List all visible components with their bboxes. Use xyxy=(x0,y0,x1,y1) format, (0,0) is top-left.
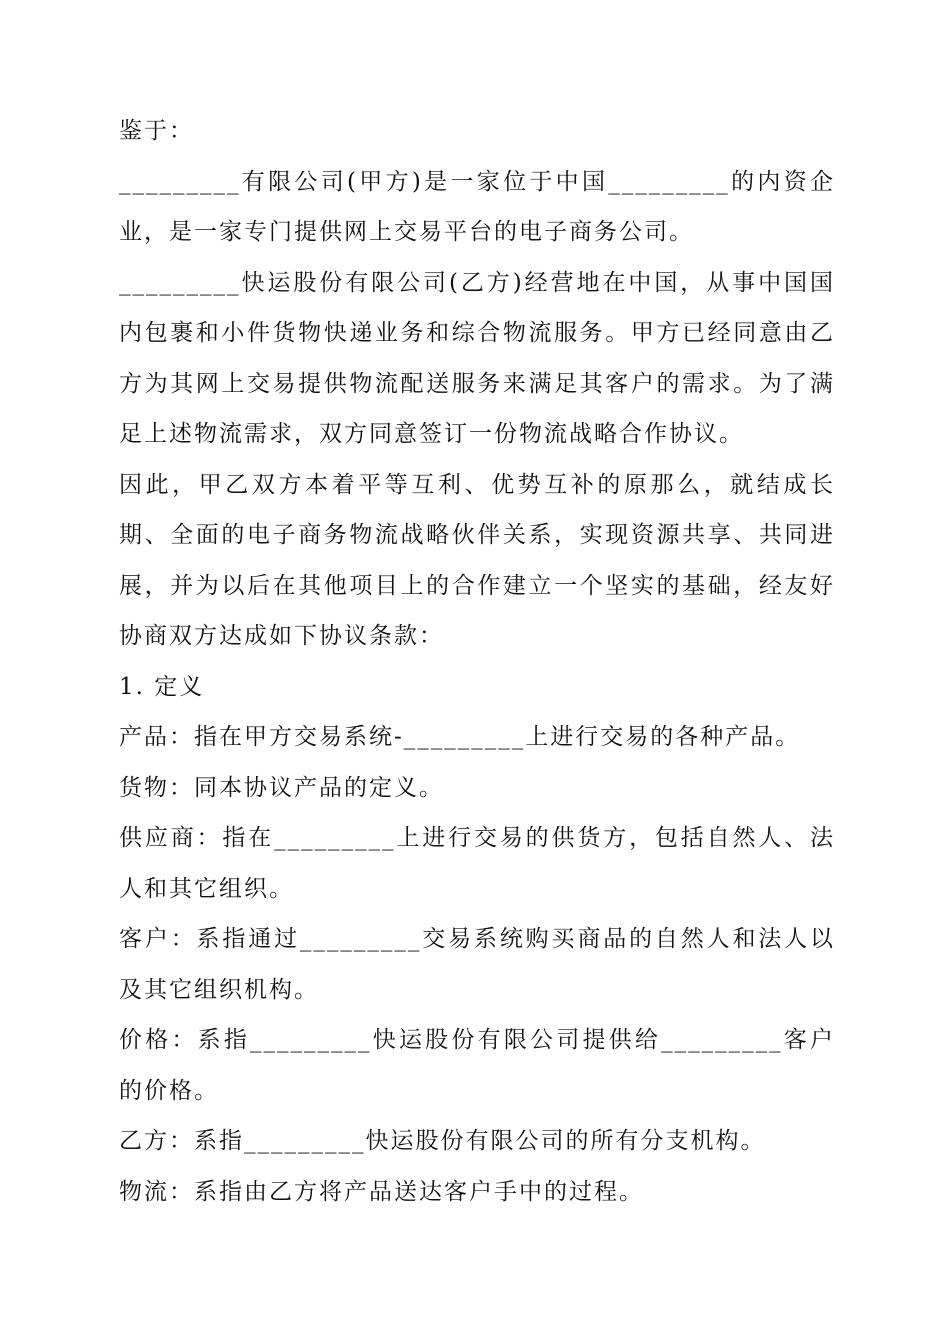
definition-logistics: 物流：系指由乙方将产品送达客户手中的过程。 xyxy=(119,1178,644,1205)
paragraph-therefore: 因此，甲乙双方本着平等互利、优势互补的原那么，就结成长期、全面的电子商务物流战略伙伴关系，实现资源共享、共同进展，并为以后在其他项目上的合作建立一个坚实的基础，经友好协商双方达成如下协议条款： xyxy=(119,471,835,649)
definition-product: 产品：指在甲方交易系统-_________上进行交易的各种产品。 xyxy=(119,724,801,750)
paragraph-party-a: _________有限公司(甲方)是一家位于中国_________的内资企业，是一家专门提供网上交易平台的电子商务公司。 xyxy=(119,168,835,245)
definition-party-b: 乙方：系指_________快运股份有限公司的所有分支机构。 xyxy=(119,1128,766,1154)
definition-supplier: 供应商：指在_________上进行交易的供货方，包括自然人、法人和其它组织。 xyxy=(119,825,835,902)
paragraph-whereas-heading: 鉴于： xyxy=(119,118,194,144)
section-heading-definitions: 1. 定义 xyxy=(119,673,205,700)
definition-goods: 货物：同本协议产品的定义。 xyxy=(119,774,444,801)
paragraph-party-b: _________快运股份有限公司(乙方)经营地在中国，从事中国国内包裹和小件货物快递业务和综合物流服务。甲方已经同意由乙方为其网上交易提供物流配送服务来满足其客户的需求。为了满足上述物流需求，双方同意签订一份物流战略合作协议。 xyxy=(119,269,835,447)
definition-price: 价格：系指_________快运股份有限公司提供给_________客户的价格。 xyxy=(119,1027,835,1104)
definition-customer: 客户：系指通过_________交易系统购买商品的自然人和法人以及其它组织机构。 xyxy=(119,926,835,1003)
document-body xyxy=(119,106,835,1217)
